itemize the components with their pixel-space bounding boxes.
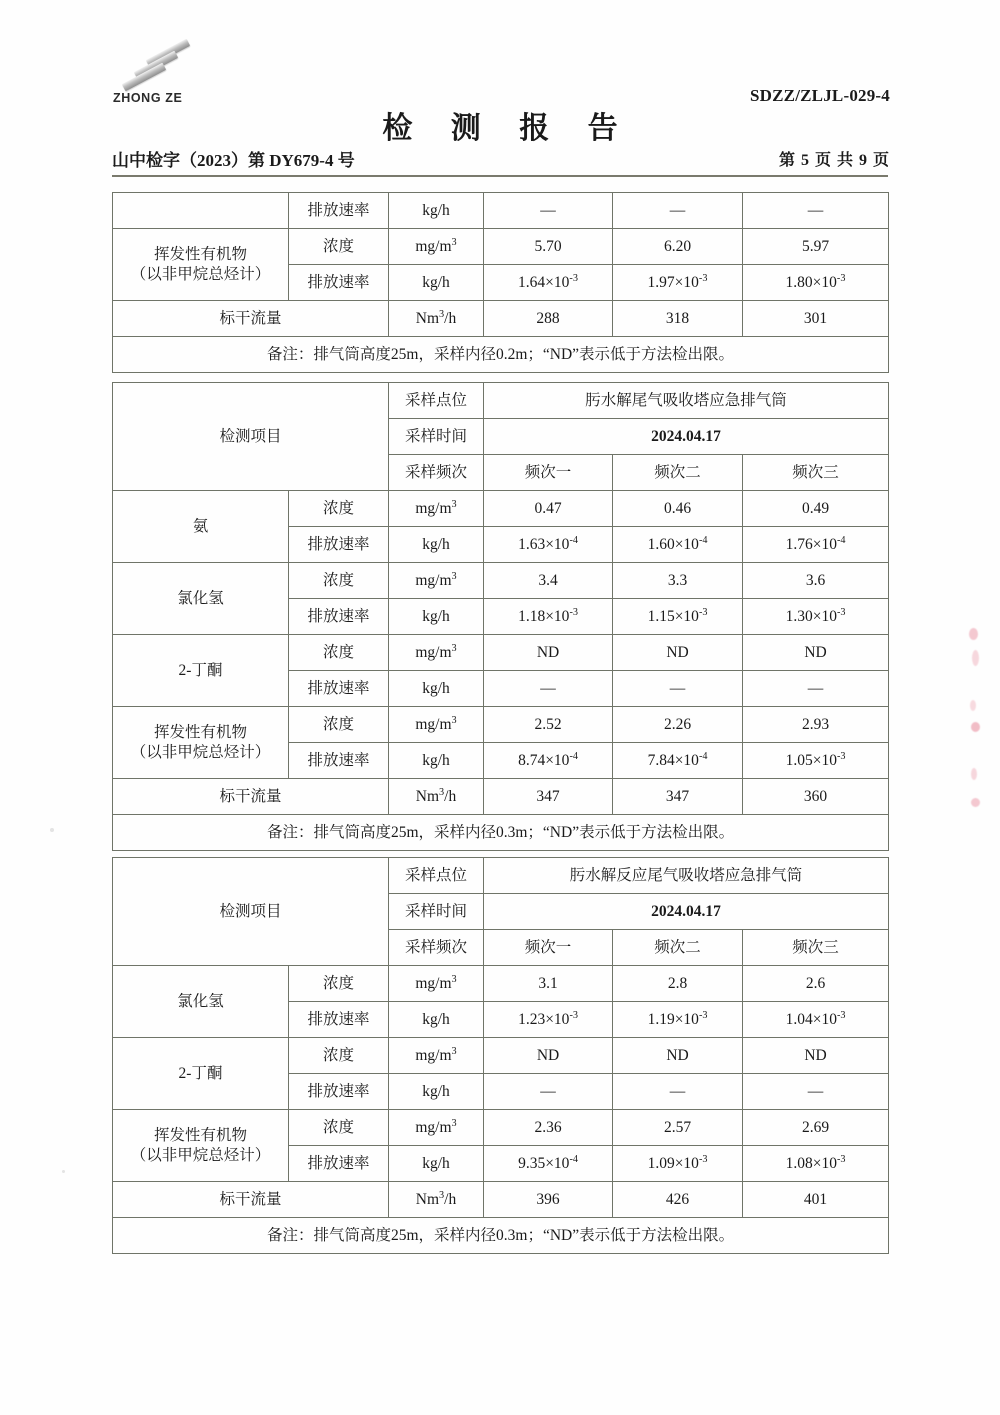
page-number: 第 5 页 共 9 页 [778, 152, 890, 169]
company-logo [113, 47, 218, 109]
unit-sup: 3 [451, 973, 457, 985]
table-row [113, 635, 889, 671]
mantissa: 1.15 [647, 607, 675, 625]
cell-value: — [743, 671, 889, 707]
cell-item: 浓度 [289, 966, 389, 1002]
cell-std-flow-label: 标干流量 [113, 1182, 389, 1218]
cell-value: $1.09\times 10^{-3}$ [613, 1146, 743, 1182]
cell-unit [389, 563, 484, 599]
unit-base: Nm [415, 787, 440, 805]
exponent: -3 [698, 606, 708, 618]
exponent: -4 [569, 750, 578, 762]
unit-sup: 3 [451, 642, 457, 654]
exponent: -4 [698, 534, 708, 546]
unit-base: Nm [415, 309, 440, 327]
report-number: 山中检字（2023）第 DY679-4 号 [112, 151, 355, 170]
cell-sample-time-label: 采样时间 [389, 894, 484, 930]
cell-item: 排放速率 [289, 1002, 389, 1038]
cell-item: 排放速率 [289, 743, 389, 779]
unit-base: mg/m [415, 571, 452, 589]
table-row [113, 1038, 889, 1074]
cell-value: 2.36 [484, 1110, 613, 1146]
cell-item: 浓度 [289, 563, 389, 599]
unit-sup: 3 [451, 1117, 457, 1129]
mantissa: 8.74 [518, 751, 546, 769]
cell-value: 288 [484, 301, 613, 337]
cell-value: $1.30\times 10^{-3}$ [743, 599, 889, 635]
cell-value: $1.19\times 10^{-3}$ [613, 1002, 743, 1038]
cell-sample-time-value: 2024.04.17 [484, 894, 889, 930]
unit-base: mg/m [415, 1118, 452, 1136]
cell-sample-freq-label: 采样频次 [389, 930, 484, 966]
stamp-trace-mark [972, 650, 979, 666]
cell-value: 2.93 [743, 707, 889, 743]
cell-value: 2.8 [613, 966, 743, 1002]
cell-value: 360 [743, 779, 889, 815]
cell-item: 浓度 [289, 1038, 389, 1074]
cell-value: 426 [613, 1182, 743, 1218]
cell-value: ND [743, 1038, 889, 1074]
cell-value: $1.97\times 10^{-3}$ [613, 265, 743, 301]
cell-item: 浓度 [289, 1110, 389, 1146]
exponent: -4 [569, 534, 578, 546]
cell-value: 318 [613, 301, 743, 337]
table-row-remark [113, 815, 889, 851]
stamp-trace-mark [969, 628, 978, 640]
mantissa: 1.64 [518, 273, 546, 291]
cell-value: $9.35\times 10^{-4}$ [484, 1146, 613, 1182]
cell-value: 347 [613, 779, 743, 815]
cell-value: 3.3 [613, 563, 743, 599]
unit-base: mg/m [415, 237, 452, 255]
exponent: -3 [836, 750, 846, 762]
cell-value: 3.1 [484, 966, 613, 1002]
mantissa: 1.63 [518, 535, 546, 553]
cell-value: $1.60\times 10^{-4}$ [613, 527, 743, 563]
unit-base: mg/m [415, 715, 452, 733]
cell-value: 2.57 [613, 1110, 743, 1146]
cell-value: $1.04\times 10^{-3}$ [743, 1002, 889, 1038]
cell-value: 3.4 [484, 563, 613, 599]
page-header [0, 0, 1000, 178]
results-table-1 [112, 192, 888, 373]
cell-value: $1.64\times 10^{-3}$ [484, 265, 613, 301]
remark-text: 备注：排气筒高度25m，采样内径0.3m；“ND”表示低于方法检出限。 [113, 1218, 889, 1254]
exponent: -3 [569, 606, 578, 618]
unit-sup: 3 [451, 570, 457, 582]
stamp-trace-mark [971, 768, 977, 780]
logo-bars-icon [117, 47, 201, 87]
cell-item-header: 检测项目 [113, 858, 389, 966]
cell-freq-3: 频次三 [743, 930, 889, 966]
exponent: -3 [698, 1153, 708, 1165]
cell-value: 3.6 [743, 563, 889, 599]
voc-line-1: 挥发性有机物 [153, 1127, 247, 1145]
cell-unit: kg/h [389, 671, 484, 707]
cell-item: 排放速率 [289, 599, 389, 635]
exponent: -3 [698, 272, 708, 284]
unit-base: Nm [415, 1190, 440, 1208]
table-row-remark [113, 337, 889, 373]
cell-freq-1: 频次一 [484, 930, 613, 966]
scan-speck [50, 828, 54, 832]
cell-value: 5.97 [743, 229, 889, 265]
cell-pollutant-name: 氨 [113, 491, 289, 563]
unit-tail: /h [444, 1190, 457, 1208]
mantissa: 1.19 [647, 1010, 675, 1028]
exponent: -3 [836, 1009, 846, 1021]
results-table-3 [112, 857, 888, 1254]
mantissa: 1.60 [647, 535, 675, 553]
stamp-trace-mark [970, 700, 976, 711]
unit-sup: 3 [451, 714, 457, 726]
cell-sample-point-label: 采样点位 [389, 383, 484, 419]
voc-line-2: （以非甲烷总烃计） [130, 1146, 271, 1164]
document-code: SDZZ/ZLJL-029-4 [750, 86, 890, 105]
cell-value: $1.23\times 10^{-3}$ [484, 1002, 613, 1038]
unit-sup: 3 [439, 1189, 445, 1201]
remark-text: 备注：排气筒高度25m，采样内径0.2m；“ND”表示低于方法检出限。 [113, 337, 889, 373]
cell-value: — [613, 193, 743, 229]
cell-freq-1: 频次一 [484, 455, 613, 491]
cell-value: ND [613, 1038, 743, 1074]
cell-value: — [484, 1074, 613, 1110]
exponent: -3 [569, 272, 578, 284]
table-row [113, 229, 889, 265]
remark-text: 备注：排气筒高度25m，采样内径0.3m；“ND”表示低于方法检出限。 [113, 815, 889, 851]
unit-sup: 3 [451, 1045, 457, 1057]
cell-unit [389, 1182, 484, 1218]
cell-item: 浓度 [289, 635, 389, 671]
table-row [113, 707, 889, 743]
cell-unit: kg/h [389, 193, 484, 229]
cell-pollutant-empty [113, 193, 289, 229]
cell-value: $1.18\times 10^{-3}$ [484, 599, 613, 635]
exponent: -3 [836, 1153, 846, 1165]
cell-pollutant-name: 氯化氢 [113, 563, 289, 635]
unit-tail: /h [444, 787, 457, 805]
cell-value: 2.69 [743, 1110, 889, 1146]
cell-unit: kg/h [389, 265, 484, 301]
cell-value: 0.49 [743, 491, 889, 527]
cell-unit [389, 779, 484, 815]
cell-sample-point-label: 采样点位 [389, 858, 484, 894]
cell-value: $1.63\times 10^{-4}$ [484, 527, 613, 563]
cell-unit: kg/h [389, 527, 484, 563]
exponent: -4 [569, 1153, 578, 1165]
cell-item: 浓度 [289, 707, 389, 743]
cell-unit: kg/h [389, 743, 484, 779]
mantissa: 1.23 [518, 1010, 546, 1028]
cell-value: $1.15\times 10^{-3}$ [613, 599, 743, 635]
cell-pollutant-name: 2-丁酮 [113, 635, 289, 707]
cell-sample-point-value: 肟水解反应尾气吸收塔应急排气筒 [484, 858, 889, 894]
cell-pollutant-voc [113, 707, 289, 779]
cell-item: 排放速率 [289, 671, 389, 707]
cell-item: 排放速率 [289, 1074, 389, 1110]
unit-base: mg/m [415, 499, 452, 517]
cell-item: 浓度 [289, 491, 389, 527]
exponent: -3 [698, 1009, 708, 1021]
cell-sample-time-value: 2024.04.17 [484, 419, 889, 455]
cell-unit [389, 1110, 484, 1146]
mantissa: 1.80 [785, 273, 813, 291]
cell-item: 排放速率 [289, 265, 389, 301]
cell-freq-2: 频次二 [613, 930, 743, 966]
cell-item: 浓度 [289, 229, 389, 265]
exponent: -4 [698, 750, 708, 762]
cell-pollutant-name: 2-丁酮 [113, 1038, 289, 1110]
cell-sample-time-label: 采样时间 [389, 419, 484, 455]
cell-value: $1.76\times 10^{-4}$ [743, 527, 889, 563]
mantissa: 1.04 [785, 1010, 813, 1028]
cell-pollutant-name: 氯化氢 [113, 966, 289, 1038]
table-row [113, 1182, 889, 1218]
cell-pollutant-voc [113, 229, 289, 301]
cell-unit [389, 229, 484, 265]
cell-value: 401 [743, 1182, 889, 1218]
logo-text: ZHONG ZE [113, 91, 183, 105]
cell-unit: kg/h [389, 1002, 484, 1038]
cell-value: 2.26 [613, 707, 743, 743]
unit-sup: 3 [439, 308, 445, 320]
mantissa: 1.30 [785, 607, 813, 625]
cell-value: 5.70 [484, 229, 613, 265]
table-row [113, 966, 889, 1002]
table-row [113, 193, 889, 229]
table-row [113, 301, 889, 337]
table-header-row [113, 383, 889, 419]
cell-item-header: 检测项目 [113, 383, 389, 491]
cell-unit: kg/h [389, 1074, 484, 1110]
cell-value: ND [743, 635, 889, 671]
mantissa: 1.97 [647, 273, 675, 291]
cell-pollutant-voc [113, 1110, 289, 1182]
cell-unit: kg/h [389, 1146, 484, 1182]
cell-value: — [484, 193, 613, 229]
cell-unit [389, 301, 484, 337]
cell-std-flow-label: 标干流量 [113, 779, 389, 815]
exponent: -3 [836, 606, 846, 618]
table-row [113, 491, 889, 527]
exponent: -3 [569, 1009, 578, 1021]
cell-unit [389, 707, 484, 743]
unit-base: mg/m [415, 974, 452, 992]
mantissa: 1.18 [518, 607, 546, 625]
results-table-2 [112, 382, 888, 851]
mantissa: 1.05 [785, 751, 813, 769]
cell-sample-point-value: 肟水解尾气吸收塔应急排气筒 [484, 383, 889, 419]
table-row-remark [113, 1218, 889, 1254]
cell-value: ND [613, 635, 743, 671]
unit-base: mg/m [415, 643, 452, 661]
table-row [113, 1110, 889, 1146]
cell-value: $1.05\times 10^{-3}$ [743, 743, 889, 779]
mantissa: 1.09 [647, 1154, 675, 1172]
cell-item: 排放速率 [289, 1146, 389, 1182]
cell-freq-2: 频次二 [613, 455, 743, 491]
cell-value: 347 [484, 779, 613, 815]
unit-tail: /h [444, 309, 457, 327]
header-divider [112, 175, 888, 177]
cell-sample-freq-label: 采样频次 [389, 455, 484, 491]
unit-sup: 3 [439, 786, 445, 798]
cell-unit [389, 966, 484, 1002]
scan-speck [62, 1170, 65, 1173]
cell-value: — [613, 1074, 743, 1110]
cell-value: — [743, 193, 889, 229]
mantissa: 1.76 [785, 535, 813, 553]
cell-value: — [613, 671, 743, 707]
cell-value: ND [484, 635, 613, 671]
unit-base: mg/m [415, 1046, 452, 1064]
cell-item: 排放速率 [289, 527, 389, 563]
cell-std-flow-label: 标干流量 [113, 301, 389, 337]
cell-value: $7.84\times 10^{-4}$ [613, 743, 743, 779]
mantissa: 1.08 [785, 1154, 813, 1172]
cell-value: — [484, 671, 613, 707]
cell-unit [389, 491, 484, 527]
unit-sup: 3 [451, 236, 457, 248]
voc-line-1: 挥发性有机物 [153, 246, 247, 264]
voc-line-1: 挥发性有机物 [153, 724, 247, 742]
cell-freq-3: 频次三 [743, 455, 889, 491]
cell-value: ND [484, 1038, 613, 1074]
cell-value: 0.47 [484, 491, 613, 527]
cell-value: $1.08\times 10^{-3}$ [743, 1146, 889, 1182]
cell-value: 6.20 [613, 229, 743, 265]
voc-line-2: （以非甲烷总烃计） [130, 265, 271, 283]
cell-unit: kg/h [389, 599, 484, 635]
cell-value: 301 [743, 301, 889, 337]
cell-value: $1.80\times 10^{-3}$ [743, 265, 889, 301]
cell-value: 2.6 [743, 966, 889, 1002]
cell-value: 0.46 [613, 491, 743, 527]
cell-unit [389, 635, 484, 671]
unit-sup: 3 [451, 498, 457, 510]
mantissa: 7.84 [647, 751, 675, 769]
table-header-row [113, 858, 889, 894]
cell-value: — [743, 1074, 889, 1110]
voc-line-2: （以非甲烷总烃计） [130, 743, 271, 761]
exponent: -3 [836, 272, 846, 284]
cell-value: $8.74\times 10^{-4}$ [484, 743, 613, 779]
table-row [113, 563, 889, 599]
exponent: -4 [836, 534, 846, 546]
cell-value: 2.52 [484, 707, 613, 743]
mantissa: 9.35 [518, 1154, 546, 1172]
table-row [113, 779, 889, 815]
stamp-trace-mark [971, 798, 980, 807]
cell-unit [389, 1038, 484, 1074]
cell-value: 396 [484, 1182, 613, 1218]
stamp-trace-mark [971, 722, 980, 732]
page-title: 检 测 报 告 [382, 111, 632, 146]
cell-item: 排放速率 [289, 193, 389, 229]
